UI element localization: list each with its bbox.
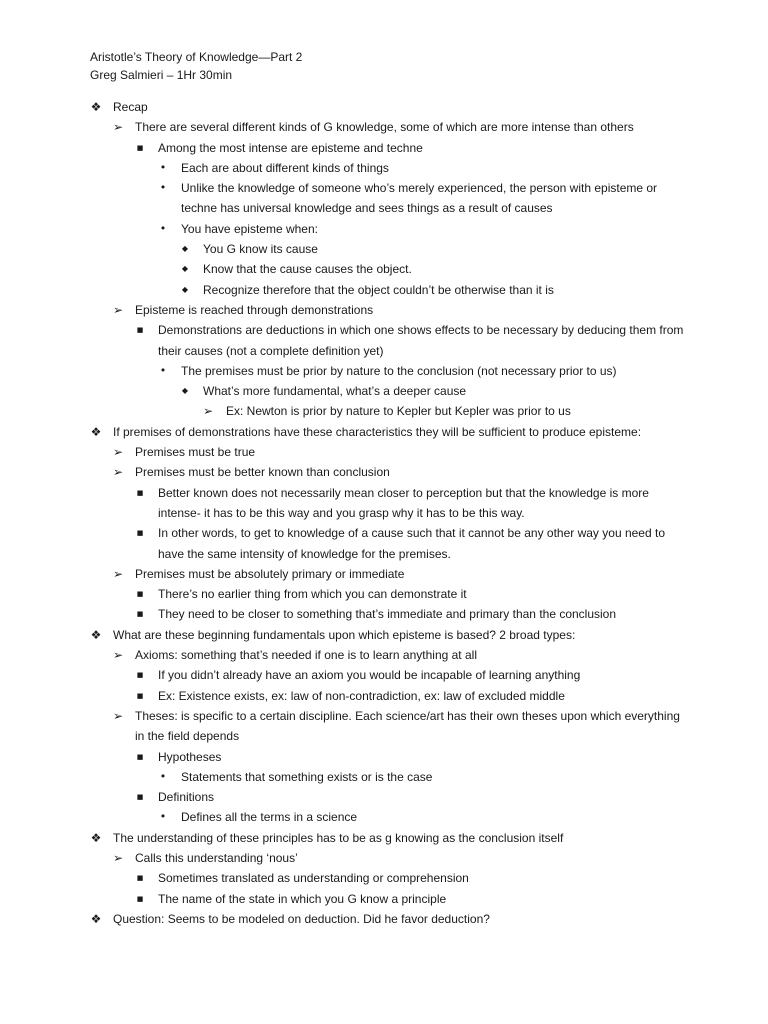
arrowhead-icon: ➢ [112, 850, 124, 865]
square-bullet-icon: ■ [136, 894, 144, 903]
notes-outline [0, 97, 768, 929]
outline-item-text: Statements that something exists or is the case [181, 769, 433, 784]
outline-item-level-4 [0, 767, 768, 787]
outline-item-level-4 [0, 219, 768, 239]
outline-item-text: Know that the cause causes the object. [203, 262, 412, 277]
outline-item-text: Unlike the knowledge of someone who’s merely experienced, the person with episteme or techne has universal knowledge and sees things as a result of causes [181, 181, 658, 216]
outline-item-text: What’s more fundamental, what’s a deeper cause [203, 384, 467, 399]
dot-bullet-icon: • [159, 363, 167, 377]
dot-bullet-icon: • [159, 221, 167, 235]
square-bullet-icon: ■ [136, 610, 144, 619]
outline-item-level-4 [0, 158, 768, 178]
outline-item-level-3 [0, 747, 768, 767]
outline-item-level-2 [0, 117, 768, 137]
outline-item-text: Ex: Existence exists, ex: law of non-contradiction, ex: law of excluded middle [158, 688, 565, 703]
diamond-bullet-icon: ◆ [181, 284, 189, 294]
outline-item-level-5 [0, 259, 768, 279]
outline-item-text: Demonstrations are deductions in which one shows effects to be necessary by deducing them from their causes (not a complete definition yet) [158, 323, 684, 358]
dot-bullet-icon: • [159, 769, 167, 783]
arrowhead-icon: ➢ [112, 120, 124, 135]
dot-bullet-icon: • [159, 181, 167, 195]
outline-item-text: Premises must be better known than conclusion [135, 465, 390, 480]
dot-bullet-icon: • [159, 810, 167, 824]
outline-item-level-3 [0, 320, 768, 361]
outline-item-level-3 [0, 523, 768, 564]
outline-item-text: Each are about different kinds of things [181, 160, 389, 175]
square-bullet-icon: ■ [136, 326, 144, 335]
outline-item-text: There’s no earlier thing from which you can demonstrate it [158, 587, 467, 602]
outline-item-level-1 [0, 909, 768, 929]
square-bullet-icon: ■ [136, 488, 144, 497]
outline-item-text: Definitions [158, 790, 215, 805]
outline-item-text: The understanding of these principles has to be as g knowing as the conclusion itself [113, 830, 564, 845]
outline-item-text: Sometimes translated as understanding or comprehension [158, 871, 469, 886]
outline-item-level-2 [0, 442, 768, 462]
outline-item-text: If premises of demonstrations have these characteristics they will be sufficient to produce episteme: [113, 424, 642, 439]
outline-item-level-3 [0, 584, 768, 604]
arrowhead-icon: ➢ [112, 708, 124, 723]
outline-item-level-1 [0, 625, 768, 645]
outline-item-text: The premises must be prior by nature to the conclusion (not necessary prior to us) [181, 363, 617, 378]
outline-item-text: Recognize therefore that the object couldn’t be otherwise than it is [203, 282, 554, 297]
outline-item-text: The name of the state in which you G know a principle [158, 891, 447, 906]
outline-item-text: In other words, to get to knowledge of a cause such that it cannot be any other way you need to have the same intensity of knowledge for the premises. [158, 526, 665, 561]
outline-item-level-4 [0, 178, 768, 219]
square-bullet-icon: ■ [136, 752, 144, 761]
outline-item-text: What are these beginning fundamentals upon which episteme is based? 2 broad types: [113, 627, 576, 642]
outline-item-text: You G know its cause [203, 242, 318, 257]
outline-item-level-3 [0, 787, 768, 807]
outline-item-level-1 [0, 422, 768, 442]
document-header [90, 48, 302, 84]
diamond-ornament-icon: ❖ [90, 100, 102, 114]
outline-item-level-3 [0, 138, 768, 158]
outline-item-level-2 [0, 706, 768, 747]
outline-item-level-5 [0, 239, 768, 259]
outline-item-level-2 [0, 300, 768, 320]
diamond-ornament-icon: ❖ [90, 911, 102, 926]
outline-item-text: Theses: is specific to a certain discipline. Each science/art has their own theses upon which everything in the field depends [135, 708, 680, 744]
arrowhead-icon: ➢ [112, 445, 124, 460]
dot-bullet-icon: • [159, 160, 167, 174]
outline-item-text: Ex: Newton is prior by nature to Kepler but Kepler was prior to us [226, 404, 571, 419]
arrowhead-icon: ➢ [112, 302, 124, 317]
outline-item-text: If you didn’t already have an axiom you would be incapable of learning anything [158, 668, 581, 683]
outline-item-text: Question: Seems to be modeled on deduction. Did he favor deduction? [113, 911, 490, 926]
arrowhead-icon: ➢ [112, 648, 124, 663]
outline-item-level-2 [0, 462, 768, 482]
outline-item-text: Better known does not necessarily mean closer to perception but that the knowledge is more intense- it has to be this way and you grasp why it has to be this way. [158, 485, 649, 520]
outline-item-level-3 [0, 868, 768, 888]
outline-item-level-2 [0, 848, 768, 868]
author-line: Greg Salmieri – 1Hr 30min [90, 68, 233, 82]
arrowhead-icon: ➢ [202, 404, 214, 419]
outline-item-level-3 [0, 665, 768, 685]
outline-item-text: You have episteme when: [181, 221, 318, 236]
outline-item-level-1 [0, 828, 768, 848]
diamond-ornament-icon: ❖ [90, 830, 102, 845]
square-bullet-icon: ■ [136, 691, 144, 700]
outline-item-text: Axioms: something that’s needed if one is to learn anything at all [135, 648, 477, 663]
outline-item-level-3 [0, 483, 768, 524]
square-bullet-icon: ■ [136, 143, 144, 152]
outline-item-level-2 [0, 645, 768, 665]
outline-item-text: Recap [113, 100, 148, 114]
outline-item-level-1 [0, 97, 768, 117]
outline-item-level-6 [0, 401, 768, 421]
arrowhead-icon: ➢ [112, 465, 124, 480]
outline-item-level-3 [0, 686, 768, 706]
diamond-bullet-icon: ◆ [181, 244, 189, 254]
outline-item-text: Episteme is reached through demonstrations [135, 302, 374, 317]
square-bullet-icon: ■ [136, 590, 144, 599]
outline-item-level-3 [0, 889, 768, 909]
outline-item-level-5 [0, 280, 768, 300]
outline-item-level-3 [0, 604, 768, 624]
square-bullet-icon: ■ [136, 529, 144, 538]
diamond-bullet-icon: ◆ [181, 264, 189, 274]
arrowhead-icon: ➢ [112, 566, 124, 581]
square-bullet-icon: ■ [136, 874, 144, 883]
outline-item-text: Calls this understanding ‘nous’ [135, 850, 298, 865]
outline-item-level-4 [0, 807, 768, 827]
square-bullet-icon: ■ [136, 671, 144, 680]
outline-item-level-4 [0, 361, 768, 381]
outline-item-level-2 [0, 564, 768, 584]
diamond-ornament-icon: ❖ [90, 424, 102, 439]
diamond-bullet-icon: ◆ [181, 386, 189, 396]
outline-item-text: Premises must be true [135, 445, 256, 460]
outline-item-text: There are several different kinds of G knowledge, some of which are more intense than others [135, 120, 634, 135]
outline-item-text: Hypotheses [158, 749, 222, 764]
outline-item-text: Defines all the terms in a science [181, 810, 358, 825]
outline-item-text: Among the most intense are episteme and techne [158, 140, 423, 155]
square-bullet-icon: ■ [136, 793, 144, 802]
document-title: Aristotle’s Theory of Knowledge—Part 2 [90, 50, 303, 64]
outline-item-level-5 [0, 381, 768, 401]
outline-item-text: Premises must be absolutely primary or immediate [135, 566, 405, 581]
diamond-ornament-icon: ❖ [90, 627, 102, 642]
outline-item-text: They need to be closer to something that’s immediate and primary than the conclusion [158, 607, 617, 622]
